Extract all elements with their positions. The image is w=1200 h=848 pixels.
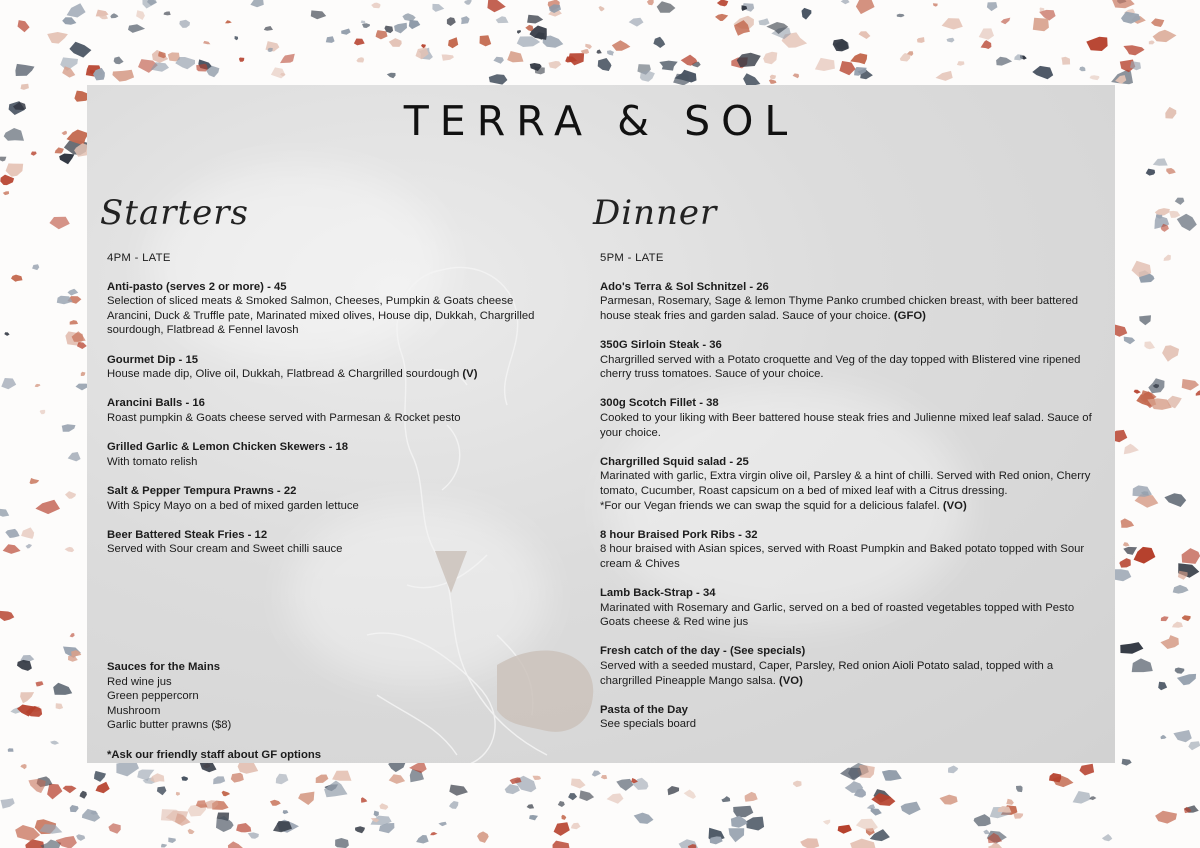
menu-item [107,484,547,513]
starters-time: 4PM - LATE [107,252,171,264]
menu-item-name: 350G Sirloin Steak - 36 [600,338,722,351]
dietary-tag: (VO) [778,674,803,687]
menu-item-description-text: Served with a seeded mustard, Caper, Parsley, Red onion Aioli Potato salad, topped with a chargrilled Pineapple Mango salsa. [600,660,1054,687]
sauces-heading: Sauces for the Mains [107,661,221,673]
menu-item-description [600,542,1100,571]
menu-item-name: Ado's Terra & Sol Schnitzel - 26 [600,280,769,293]
dinner-time: 5PM - LATE [600,252,664,264]
menu-item-description-text: Roast pumpkin & Goats cheese served with Parmesan & Rocket pesto [107,411,461,424]
dinner-column [600,251,1100,747]
menu-item-description [107,542,547,557]
menu-item [107,528,547,557]
menu-item-name: 300g Scotch Fillet - 38 [600,397,719,410]
menu-item [107,280,547,338]
dietary-tag: (V) [462,368,478,381]
gf-note: *Ask our friendly staff about GF options [107,748,322,761]
menu-panel [87,85,1115,763]
menu-item-description [600,601,1100,630]
menu-item-description-text: See specials board [600,718,697,731]
menu-item-name: Fresh catch of the day - (See specials) [600,645,806,658]
menu-item-description-text: 8 hour braised with Asian spices, served with Roast Pumpkin and Baked potato topped with Sour cream & Chives [600,543,1085,570]
menu-item-description [600,659,1100,688]
menu-item-name: 8 hour Braised Pork Ribs - 32 [600,528,758,541]
menu-item [600,586,1100,630]
sauce-item: Garlic butter prawns ($8) [107,719,232,732]
menu-item-description [107,455,547,470]
menu-item-description [600,411,1100,440]
menu-item-description [600,294,1100,323]
dietary-tag: (VO) [942,499,967,512]
starters-column [107,251,547,571]
menu-item-name: Salt & Pepper Tempura Prawns - 22 [107,484,297,497]
menu-item [600,528,1100,572]
menu-item [600,703,1100,732]
menu-item-description-text: Parmesan, Rosemary, Sage & lemon Thyme Panko crumbed chicken breast, with beer battered house steak fries and garden salad. Sauce of your choice. [600,295,1079,322]
menu-item-description-text: With tomato relish [107,455,198,468]
sauce-item: Mushroom [107,704,161,717]
menu-item-description [107,499,547,514]
menu-item [107,396,547,425]
menu-item-description [107,294,547,338]
menu-item-description [600,717,1100,732]
menu-item-description-text: Chargrilled served with a Potato croquette and Veg of the day topped with Blistered vine ripened cherry truss tomatoes. Sauce of your choice. [600,353,1081,381]
menu-item [600,338,1100,382]
menu-item-description-text: House made dip, Olive oil, Dukkah, Flatbread & Chargrilled sourdough [107,368,460,381]
sauce-item: Green peppercorn [107,690,199,703]
menu-item-name: Beer Battered Steak Fries - 12 [107,528,268,541]
menu-item [600,644,1100,688]
menu-item-name: Anti-pasto (serves 2 or more) - 45 [107,280,287,293]
menu-item-description-text: Served with Sour cream and Sweet chilli sauce [107,543,343,556]
menu-item-description [107,367,547,382]
menu-item-description-text: Selection of sliced meats & Smoked Salmon, Cheeses, Pumpkin & Goats cheese Arancini, Duck & Truffle pate, Marinated mixed olives, House dip, Dukkah, Chargrilled sourdough, Flatbread & Fennel lavosh [107,295,535,337]
menu-item-description [600,353,1100,382]
menu-item [107,440,547,469]
dinner-heading: Dinner [593,193,718,233]
menu-item-description [107,411,547,426]
starters-heading: Starters [100,193,249,233]
menu-item-description-text: With Spicy Mayo on a bed of mixed garden lettuce [107,499,359,512]
menu-item [600,455,1100,513]
menu-item-name: Chargrilled Squid salad - 25 [600,455,749,468]
menu-item-description [600,469,1100,513]
menu-item-name: Arancini Balls - 16 [107,397,205,410]
sauces-section [107,660,547,762]
dietary-tag: (GFO) [893,309,926,322]
menu-item-name: Lamb Back-Strap - 34 [600,587,716,600]
menu-item-description-text: Cooked to your liking with Beer battered house steak fries and Julienne mixed leaf salad. Sauce of your choice. [600,411,1092,439]
sauce-item: Red wine jus [107,675,172,688]
restaurant-title: TERRA & SOL [403,97,799,145]
menu-item-name: Grilled Garlic & Lemon Chicken Skewers - 18 [107,441,349,454]
menu-item [107,353,547,382]
menu-item [600,280,1100,324]
menu-item-description-text: Marinated with garlic, Extra virgin olive oil, Parsley & a hint of chilli. Served with Red onion, Cherry tomato, Cucumber, Roast capsicum on a bed of mixed leaf with a Citrus dressing. *For our Vegan friends we can swap the squid for a delicious falafel. [600,470,1091,512]
menu-item-name: Gourmet Dip - 15 [107,353,199,366]
menu-item [600,396,1100,440]
menu-item-description-text: Marinated with Rosemary and Garlic, served on a bed of roasted vegetables topped with Pesto Goats cheese & Red wine jus [600,601,1075,629]
menu-item-name: Pasta of the Day [600,703,688,716]
